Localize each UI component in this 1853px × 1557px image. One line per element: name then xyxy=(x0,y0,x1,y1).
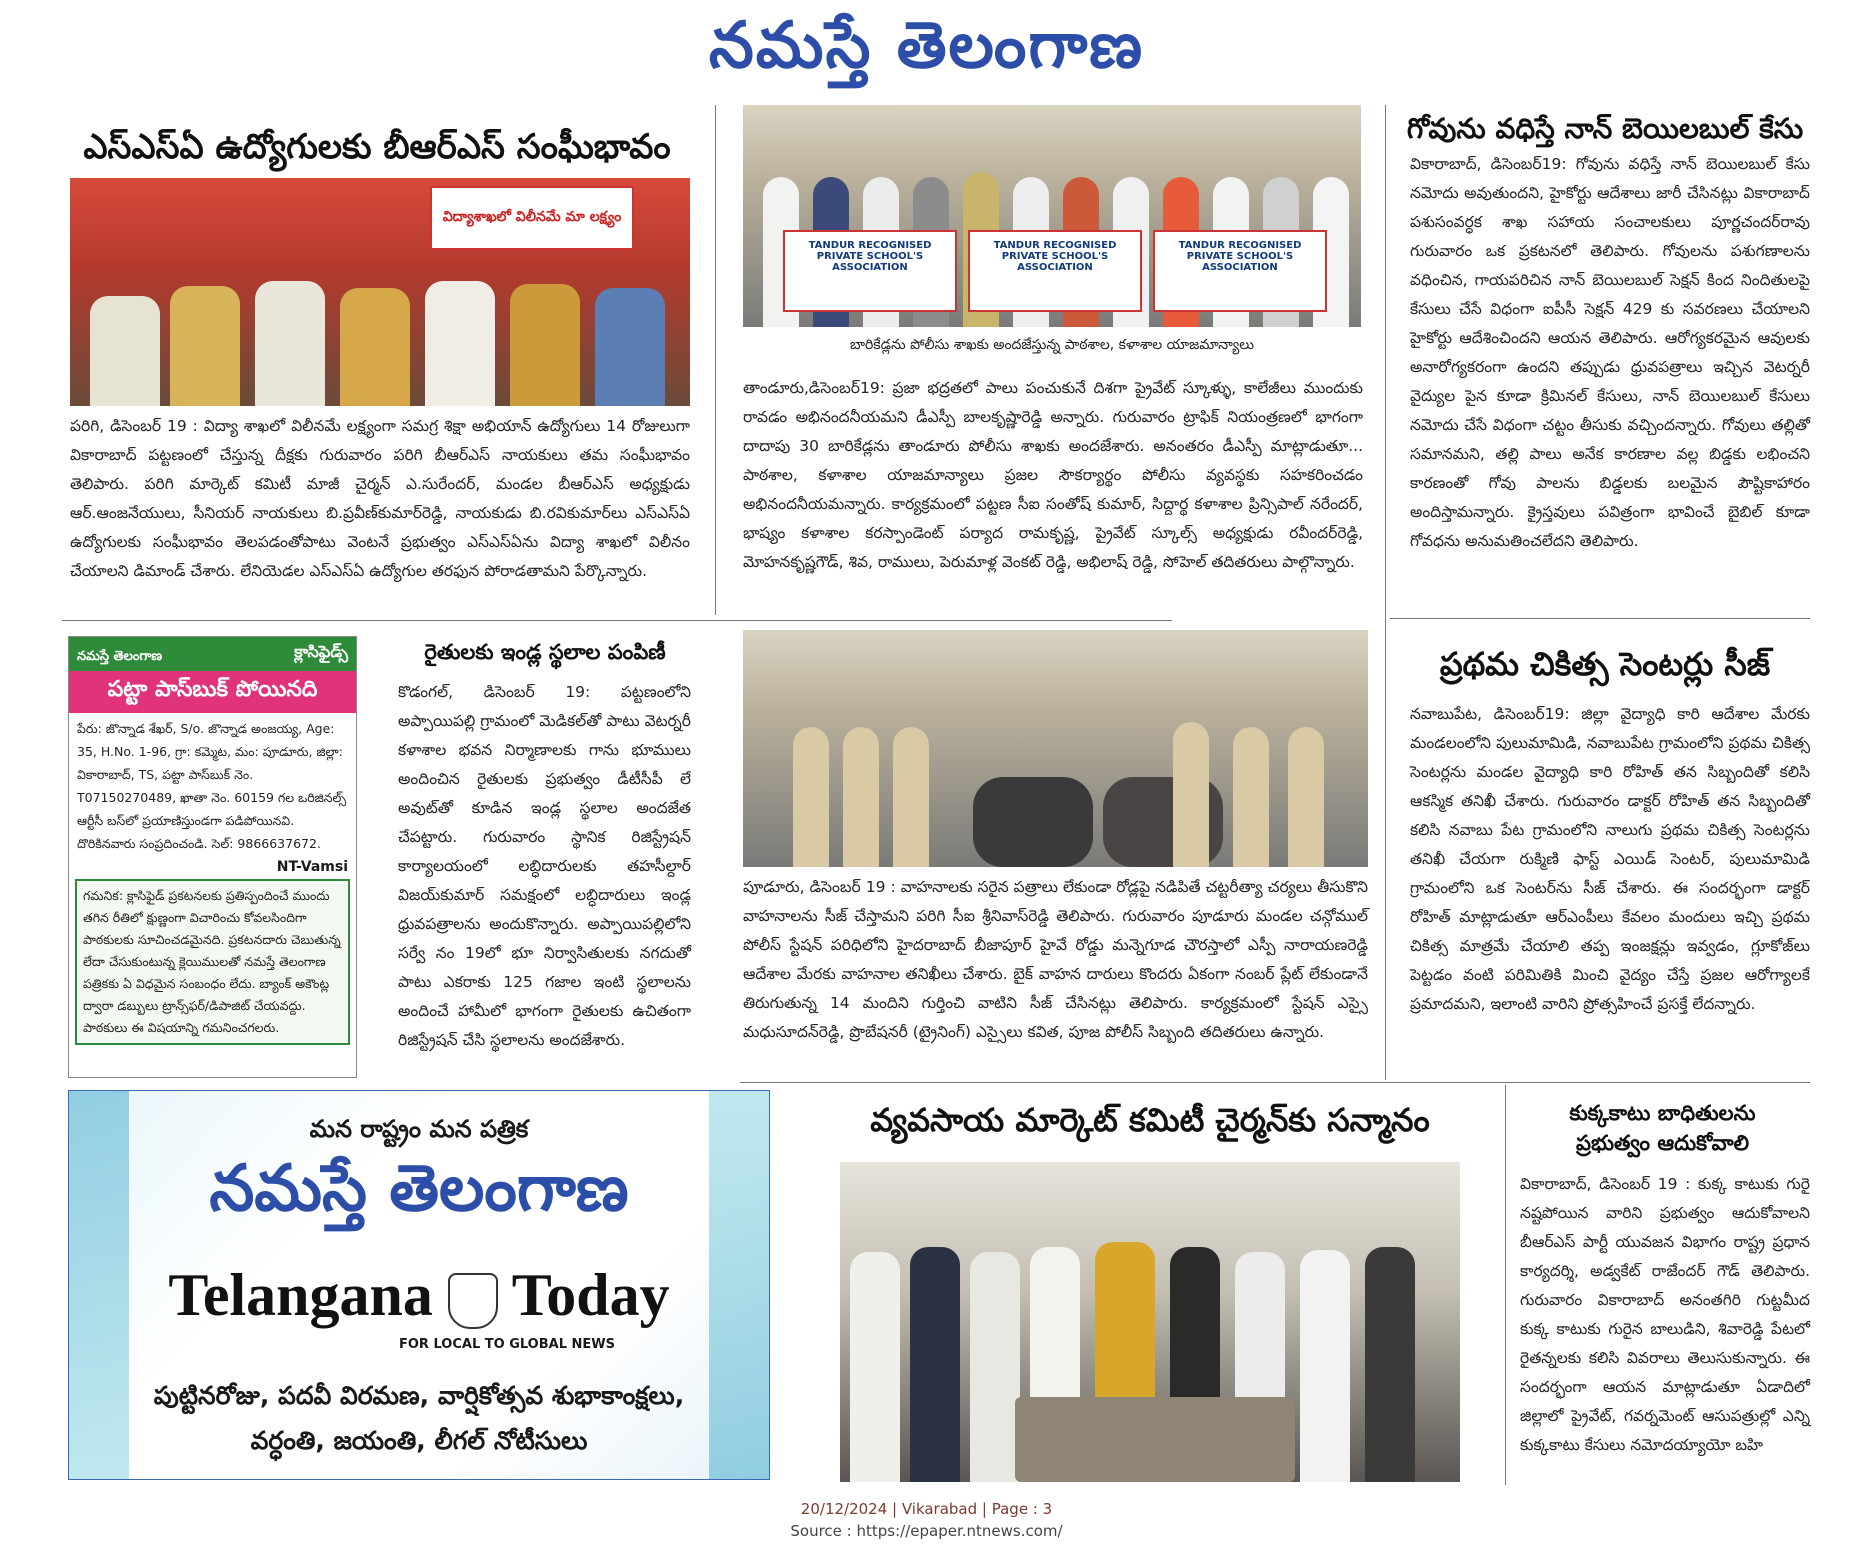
article-1-photo xyxy=(70,178,690,406)
divider xyxy=(1390,618,1810,619)
article-7-photo xyxy=(840,1162,1460,1482)
article-5-body: పూడూరు, డిసెంబర్ 19 : వాహనాలకు సరైన పత్రాలు లేకుండా రోడ్లపై నడిపితే చట్టరీత్యా చర్యలు తీసుకొని వాహనాలను సీజ్ చేస్తామని పరిగి సీఐ శ్రీనివాస్‌రెడ్డి తెలిపారు. గురువారం పూడూరు మండల చన్గోముల్ పోలీస్ స్టేషన్ పరిధిలోని హైదరాబాద్ బీజాపూర్ హైవే రోడ్డు మన్నెగూడ చౌరస్తాలో ఎస్పీ నారాయణరెడ్డి ఆదేశాల మేరకు వాహనాల తనిఖీలు చేశారు. బైక్ వాహన దారులు కొందరు ఏకంగా నంబర్ ప్లేట్ లేకుండానే తిరుగుతున్న 14 మందిని గుర్తించి వాటిని సీజ్ చేసినట్లు తెలిపారు. కార్యక్రమంలో స్టేషన్ ఎస్సై మధుసూదన్‌రెడ్డి, ప్రొబేషనరీ (ట్రైనింగ్) ఎస్సైలు కవిత, పూజ పోలీస్ సిబ్బంది తదితరులు ఉన్నారు. xyxy=(743,878,1368,1041)
photo-board-3: TANDUR RECOGNISED PRIVATE SCHOOL'S ASSOCIATION xyxy=(1153,230,1327,312)
divider xyxy=(740,1082,1810,1083)
article-1-headline: ఎస్ఎస్ఏ ఉద్యోగులకు బీఆర్ఎస్ సంఘీభావం xyxy=(83,127,671,167)
article-5-photo xyxy=(743,630,1368,867)
classified-logo: నమస్తే తెలంగాణ xyxy=(77,649,163,664)
ad-brand2-left: Telangana xyxy=(168,1262,433,1328)
article-6-body: నవాబుపేట, డిసెంబర్19: జిల్లా వైద్యాధి కారి ఆదేశాల మేరకు మండలంలోని పులుమామిడి, నవాబుపేట గ్రామంలోని ప్రథమ చికిత్స సెంటర్లను మండల వైద్యాధి కారి రోహిత్ తన సిబ్బందితో కలిసి ఆకస్మిక తనిఖీ చేశారు. గురువారం డాక్టర్ రోహిత్ తన సిబ్బందితో కలిసి నవాబు పేట గ్రామంలోని నాలుగు ప్రథమ చికిత్స సెంటర్లను తనిఖీ చేయగా రుక్మిణి ఫాస్ట్ ఎయిడ్ సెంటర్, పులుమామిడి గ్రామంలోని ఒక సెంటర్‌ను సీజ్ చేశారు. ఈ సందర్భంగా డాక్టర్ రోహిత్ మాట్లాడుతూ ఆర్ఎంపీలు కేవలం మందులు ఇచ్చి ప్రథమ చికిత్స మాత్రమే చేయాలి తప్ప ఇంజక్షన్లు ఇవ్వడం, గ్లూకోజ్‌లు పెట్టడం వంటి పరిమితికి మించి వైద్యం చేస్తే ప్రజల ఆరోగ్యాలకే ప్రమాదమని, ఇలాంటి వారిని ప్రోత్సహించే ప్రసక్తే లేదన్నారు. xyxy=(1410,705,1810,1013)
classified-section: క్లాసిఫైడ్స్ xyxy=(294,642,348,661)
article-4-headline: రైతులకు ఇండ్ల స్థలాల పంపిణీ xyxy=(424,640,666,664)
ad-brand2-sub: FOR LOCAL TO GLOBAL NEWS xyxy=(399,1337,615,1352)
article-7-headline: వ్యవసాయ మార్కెట్ కమిటీ చైర్మన్‌కు సన్మానం xyxy=(870,1101,1430,1139)
ad-brand2 xyxy=(69,1261,769,1330)
ad-box xyxy=(68,1090,770,1480)
classified-title: పట్టా పాస్‌బుక్ పోయినది xyxy=(69,671,356,713)
footer-date-page: 20/12/2024 | Vikarabad | Page : 3 xyxy=(800,1500,1053,1518)
classified-body: పేరు: జొన్నాడ శేఖర్, S/o. జొన్నాడ అంజయ్య, Age: 35, H.No. 1-96, గ్రా: కమ్మెట, మం: పూడూరు, జిల్లా: వికారాబాద్, TS, పట్టా పాస్‌బుక్ నెం. T07150270489, ఖాతా నెం. 60159 గల ఒరిజినల్స్ ఆర్టీసీ బస్‌లో ప్రయాణిస్తుండగా పడిపోయినవి. దొరికినవారు సంప్రదించండి. సెల్: 9866637672. xyxy=(77,721,347,851)
divider xyxy=(715,105,716,615)
divider xyxy=(1505,1085,1506,1485)
masthead-title: నమస్తే తెలంగాణ xyxy=(708,8,1145,83)
classified-box xyxy=(68,636,357,1078)
ad-brand: నమస్తే తెలంగాణ xyxy=(209,1151,629,1226)
article-3-headline: గోవును వధిస్తే నాన్ బెయిలబుల్ కేసు xyxy=(1406,112,1804,145)
footer-source: Source : https://epaper.ntnews.com/ xyxy=(790,1522,1063,1540)
photo-banner: విద్యాశాఖలో విలీనమే మా లక్ష్యం xyxy=(430,186,634,250)
classified-header xyxy=(69,637,356,671)
article-4-body: కొడంగల్, డిసెంబర్ 19: పట్టణంలోని అప్పాయిపల్లి గ్రామంలో మెడికల్‌తో పాటు వెటర్నరీ కళాశాల భవన నిర్మాణాలకు గాను భూములు అందించిన రైతులకు ప్రభుత్వం డీటీసీపీ లే అవుట్‌తో కూడిన ఇండ్ల స్థలాల అందజేత చేపట్టారు. గురువారం స్థానిక రిజిస్ట్రేషన్ కార్యాలయంలో లబ్ధిదారులకు తహసీల్దార్ విజయ్‌కుమార్ సమక్షంలో లబ్ధిదారులు ఇండ్ల ధ్రువపత్రాలను అందుకొన్నారు. అప్పాయిపల్లిలోని సర్వే నం 19లో భూ నిర్వాసితులకు నగదుతో పాటు ఎకరాకు 125 గజాల ఇంటి స్థలాలను అందించే హామీలో భాగంగా రైతులకు ఉచితంగా రిజిస్ట్రేషన్ చేసి స్థలాలను అందజేశారు. xyxy=(398,683,691,1049)
ad-tagline: మన రాష్ట్రం మన పత్రిక xyxy=(309,1115,529,1143)
article-1-body: పరిగి, డిసెంబర్ 19 : విద్యా శాఖలో విలీనమే లక్ష్యంగా సమగ్ర శిక్షా అభియాన్ ఉద్యోగులు 14 రోజులుగా వికారాబాద్ పట్టణంలో చేస్తున్న దీక్షకు గురువారం పరిగి బీఆర్ఎస్ నాయకులు తమ సంఘీభావం తెలిపారు. పరిగి మార్కెట్ కమిటీ మాజీ చైర్మన్ ఎ.సురేందర్, మండల బీఆర్ఎస్ అధ్యక్షుడు ఆర్.ఆంజనేయులు, సీనియర్ నాయకులు బి.ప్రవీణ్‌కుమార్‌రెడ్డి, నాయకుడు బి.రవికుమార్‌లు ఎస్ఎస్ఏ ఉద్యోగులకు సంఘీభావం తెలపడంతోపాటు వెంటనే ప్రభుత్వం ఎస్ఎస్ఏను విద్యా శాఖలో విలీనం చేయాలని డిమాండ్ చేశారు. లేనియెడల ఎస్ఎస్ఏ ఉద్యోగుల తరఫున పోరాడతామని పేర్కొన్నారు. xyxy=(70,417,690,580)
ad-line-1: పుట్టినరోజు, పదవీ విరమణ, వార్షికోత్సవ శుభాకాంక్షలు, xyxy=(153,1381,685,1410)
classified-signature: NT-Vamsi xyxy=(276,859,348,875)
page-footer xyxy=(0,1498,1853,1542)
article-2-body: తాండూరు,డిసెంబర్19: ప్రజా భద్రతలో పాలు పంచుకునే దిశగా ప్రైవేట్ స్కూళ్ళు, కాలేజీలు ముందుకు రావడం అభినందనీయమని డీఎస్పీ బాలకృష్ణారెడ్డి అన్నారు. గురువారం ట్రాఫిక్ నియంత్రణలో భాగంగా దాదాపు 30 బారికేడ్లను తాండూరు పోలీసు శాఖకు అందజేశారు. అనంతరం డీఎస్పీ మాట్లాడుతూ... పాఠశాల, కళాశాల యాజమాన్యాలు ప్రజల సౌకర్యార్థం పోలీసు వ్యవస్థకు సహకరించడం అభినందనీయమన్నారు. కార్యక్రమంలో పట్టణ సీఐ సంతోష్ కుమార్, సిద్దార్థ కళాశాల ప్రిన్సిపాల్ నరేందర్, భాష్యం కళాశాల కరస్పాండెంట్ పర్యాద రామకృష్ణ, ప్రైవేట్ స్కూల్స్ అధ్యక్షుడు రవీందర్‌రెడ్డి, మోహనకృష్ణగౌడ్, శివ, రాములు, పెరుమాళ్ల వెంకట్ రెడ్డి, అభిలాష్ రెడ్డి, సోహెల్ తదితరులు పాల్గొన్నారు. xyxy=(743,379,1363,571)
divider xyxy=(1385,105,1386,1080)
article-2-caption: బారికేడ్లను పోలీసు శాఖకు అందజేస్తున్న పాఠశాల, కళాశాల యాజమాన్యాలు xyxy=(849,337,1255,353)
article-3-body: వికారాబాద్, డిసెంబర్19: గోవును వధిస్తే నాన్ బెయిలబుల్ కేసు నమోదు అవుతుందని, హైకోర్టు ఆదేశాలు జారీ చేసినట్లు వికారాబాద్ పశుసంవర్ధక శాఖ సహాయ సంచాలకులు పూర్ణచందర్‌రావు గురువారం ఒక ప్రకటనలో తెలిపారు. గోవులను పశుగణాలను వధించిన, గాయపరిచిన నాన్ బెయిలబుల్ సెక్షన్ కింద నిందితులపై కేసులు చేసే విధంగా ఐపీసీ సెక్షన్ 429 కు సవరణలు చేయాలని హైకోర్టు ఆదేశించిందని ఆయన తెలిపారు. ఆరోగ్యకరమైన ఆవులకు అనారోగ్యకరంగా ఉందని తప్పుడు ధ్రువపత్రాలు ఇచ్చిన వెటర్నరీ వైద్యుల పైన కూడా క్రిమినల్ కేసులు, నాన్ బెయిలబుల్ కేసులు నమోదు చేసే విధంగా చట్టం తీసుకు వచ్చిందన్నారు. గోవులు తల్లితో సమానమని, తల్లి పాలు అనేక కారణాల వల్ల బిడ్డకు లభించని కారణంతో గోవు పాలను బిడ్డలకు బలమైన పౌష్టికాహారం అందిస్తామన్నారు. క్రైస్తవులు పవిత్రంగా భావించే బైబిల్ కూడా గోవధను అనుమతించలేదని తెలిపారు. xyxy=(1410,155,1810,550)
article-8-headline-line-1: కుక్కకాటు బాధితులను xyxy=(1569,1101,1756,1125)
masthead xyxy=(0,0,1853,90)
article-8-headline xyxy=(1515,1098,1810,1158)
article-8-headline-line-2: ప్రభుత్వం ఆదుకోవాలి xyxy=(1576,1131,1749,1155)
ad-line-2: వర్ధంతి, జయంతి, లీగల్ నోటీసులు xyxy=(250,1426,588,1455)
divider xyxy=(62,620,1172,621)
article-6-headline: ప్రథమ చికిత్స సెంటర్లు సీజ్ xyxy=(1439,645,1771,683)
ad-crest-icon xyxy=(448,1273,498,1329)
ad-brand2-right: Today xyxy=(511,1262,670,1328)
article-2-photo xyxy=(743,105,1361,327)
classified-notice: గమనిక: క్లాసిఫైడ్ ప్రకటనలకు ప్రతిస్పందించే ముందు తగిన రీతిలో క్షుణ్ణంగా విచారించు కోవలసిందిగా పాఠకులకు సూచించడమైనది. ప్రకటనదారు చెబుతున్న లేదా చేసుకుంటున్న క్లెయిములతో నమస్తే తెలంగాణ పత్రికకు ఏ విధమైన సంబంధం లేదు. బ్యాంక్ అకౌంట్ల ద్వారా డబ్బులు ట్రాన్స్‌ఫర్/డిపాజిట్ చేయవద్దు. పాఠకులు ఈ విషయాన్ని గమనించగలరు. xyxy=(75,879,350,1045)
photo-board-1: TANDUR RECOGNISED PRIVATE SCHOOL'S ASSOCIATION xyxy=(783,230,957,312)
article-8-body: వికారాబాద్, డిసెంబర్ 19 : కుక్క కాటుకు గురై నష్టపోయిన వారిని ప్రభుత్వం ఆదుకోవాలని బీఆర్ఎస్ పార్టీ యువజన విభాగం రాష్ట్ర ప్రధాన కార్యదర్శి, అడ్వకేట్ రాజేందర్ గౌడ్ తెలిపారు. గురువారం వికారాబాద్ అనంతగిరి గుట్టమీద కుక్క కాటుకు గురైన బాలుడిని, శివారెడ్డి పేటలో రైతన్నలకు కలిసి వివరాలు తెలుసుకున్నారు. ఈ సందర్భంగా ఆయన మాట్లాడుతూ ఏడాదిలో జిల్లాలో ప్రైవేట్, గవర్నమెంట్ ఆసుపత్రుల్లో ఎన్ని కుక్కకాటు కేసులు నమోదయ్యాయో బహి xyxy=(1520,1175,1810,1454)
photo-board-2: TANDUR RECOGNISED PRIVATE SCHOOL'S ASSOCIATION xyxy=(968,230,1142,312)
